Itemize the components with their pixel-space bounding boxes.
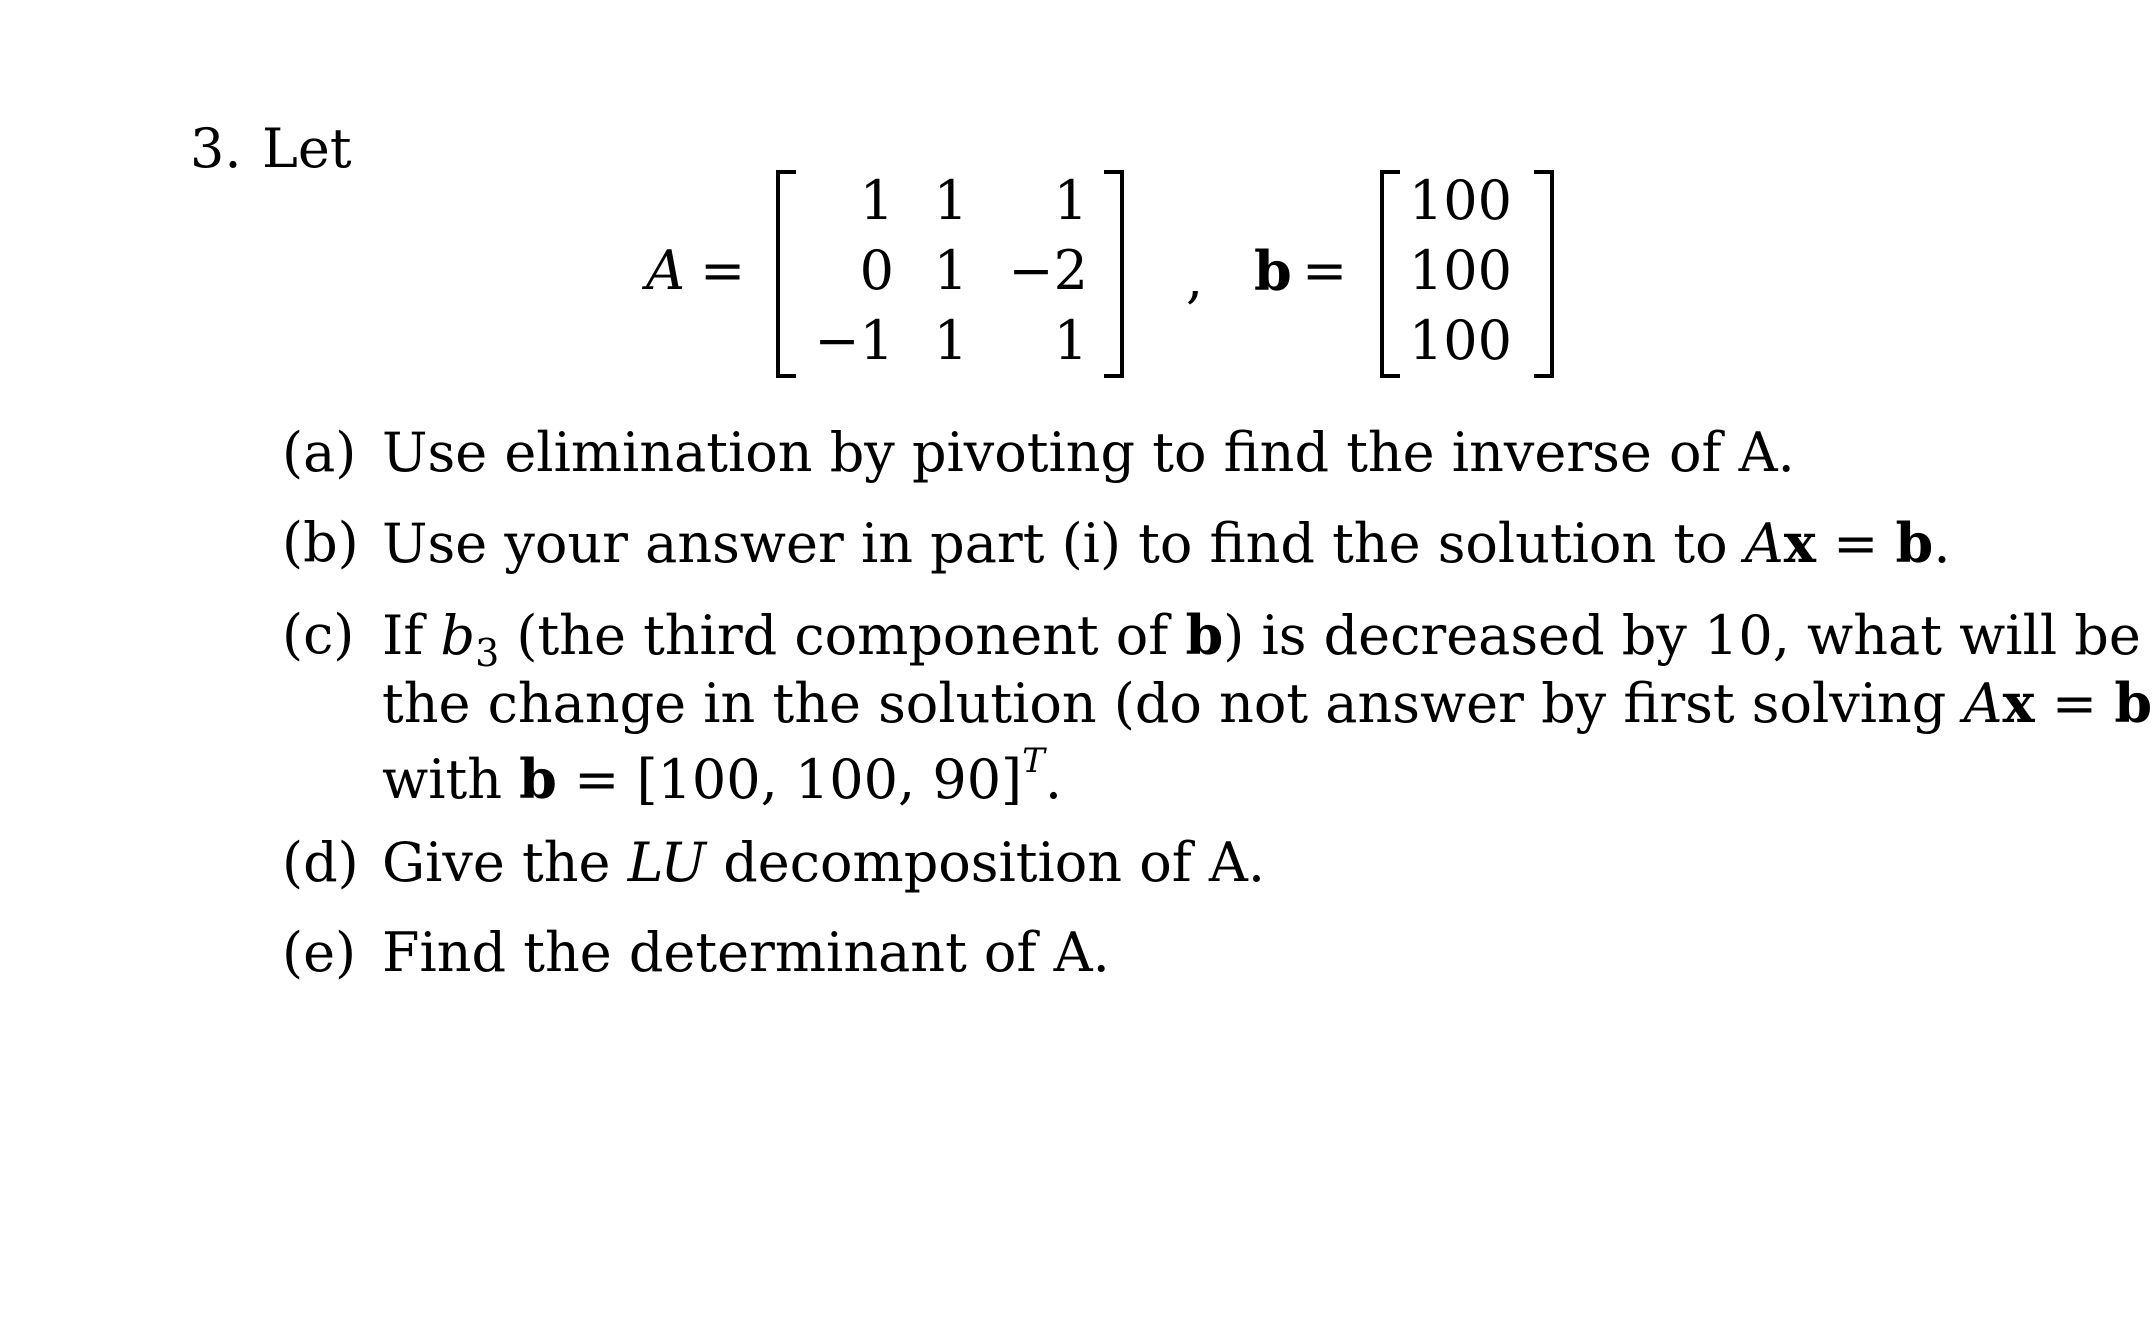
part-c-line2: the change in the solution (do not answer by first solving Ax = b — [382, 671, 2152, 735]
vector-b-name: b — [1254, 239, 1292, 303]
matrix-a-cell: 1 — [859, 169, 894, 232]
part-c-line1: If $b_3$ (the third component of b) is decreased by 10, what will be — [382, 603, 2141, 675]
matrix-a-equals: = — [700, 239, 746, 302]
matrix-a-cell: −2 — [1008, 239, 1088, 302]
vector-b-cell: 100 — [1408, 239, 1512, 302]
part-a-text: Use elimination by pivoting to find the inverse of A. — [382, 421, 1795, 484]
part-b-text: Use your answer in part (i) to find the solution to Ax = b. — [382, 511, 1951, 575]
vector-b-left-bracket — [1380, 170, 1400, 378]
part-e-text: Find the determinant of A. — [382, 921, 1110, 984]
matrix-separator: , — [1186, 247, 1204, 310]
matrix-a-cell: 1 — [933, 309, 968, 372]
part-e-label: (e) — [282, 921, 357, 984]
part-b-label: (b) — [282, 511, 359, 574]
part-d-label: (d) — [282, 831, 359, 894]
vector-b-cell: 100 — [1408, 169, 1512, 232]
matrix-a-cell: 0 — [859, 239, 894, 302]
part-d-text: Give the LU decomposition of A. — [382, 831, 1266, 894]
vector-b-right-bracket — [1534, 170, 1554, 378]
matrix-a-cell: 1 — [933, 169, 968, 232]
vector-b-cell: 100 — [1408, 309, 1512, 372]
part-c-line3: with b = [100, 100, 90]$^T$. — [382, 741, 1062, 811]
problem-number: 3. — [190, 117, 242, 180]
matrix-a-cell: 1 — [1053, 309, 1088, 372]
matrix-a-cell: −1 — [814, 309, 894, 372]
vector-b-equals: = — [1302, 239, 1348, 302]
matrix-a-left-bracket — [776, 170, 796, 378]
matrix-a-cell: 1 — [1053, 169, 1088, 232]
part-c-label: (c) — [282, 603, 355, 666]
part-a-label: (a) — [282, 421, 357, 484]
matrix-a-cell: 1 — [933, 239, 968, 302]
matrix-a-name: A — [646, 239, 685, 302]
problem-intro: Let — [262, 117, 352, 180]
matrix-a-right-bracket — [1104, 170, 1124, 378]
